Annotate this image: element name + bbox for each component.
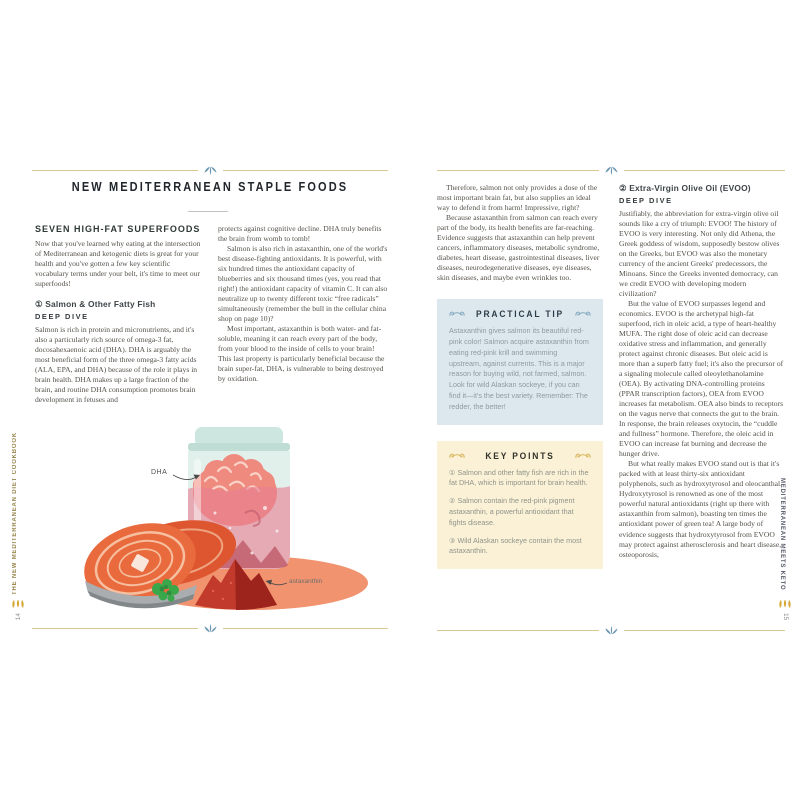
body-paragraph: But the value of EVOO surpasses legend and economics. EVOO is the archetypal high-fat superfood, rich in oleic acid, a type of heart-healthy MUFA. The right dose of oleic acid can decrease oxidative stress and inflammation, and generally protect against chronic diseases. But oleic acid is more than a superb fatty fuel; it's also the precursor of a signaling molecule called oleoylethanolamine (OEA). By activating DNA-controlling proteins (PPAR transcription factors), OEA from EVOO increases fat metabolism. OEA also binds to receptors on the vagus nerve that connects the gut to the brain. In response, the brain releases oxytocin, the “cuddle and fullness” hormone. Therefore, the oleic acid in EVOO can increase fat burning and decrease the hunger drive. <box>619 299 784 459</box>
body-paragraph: But what really makes EVOO stand out is that it's packed with at least thirty-six antioxidant polyphenols, such as hydroxytyrosol and oleocanthal. Hydroxytyrosol is renowned as one of the most powerful natural antioxidants (right up there with astaxanthin from salmon), boasting ten times the antioxidant power of green tea! A large body of evidence suggests that hydroxytyrosol from EVOO may protect against atherosclerosis and heart disease, osteoporosis, <box>619 459 783 559</box>
body-paragraph: Because astaxanthin from salmon can reach every part of the body, its health benefits are far-reaching. Evidence suggests that astaxanthin can help prevent cancers, inflammatory diseases, metabolic syndrome, diabetes, heart disease, gastrointestinal diseases, liver diseases, neurodegenerative diseases, eye diseases, skin diseases, and maybe even wrinkles too. <box>437 213 600 283</box>
page-title: NEW MEDITERRANEAN STAPLE FOODS <box>71 180 349 194</box>
dha-label: DHA <box>151 469 168 476</box>
key-point-item <box>449 496 591 528</box>
key-point-number: ③ <box>449 535 456 545</box>
rule-line <box>437 170 599 171</box>
key-points-title: KEY POINTS <box>485 450 555 461</box>
body-paragraph: protects against cognitive decline. DHA truly benefits the brain from womb to tomb! <box>218 224 382 244</box>
laurel-ornament-icon <box>778 599 792 609</box>
scroll-ornament-icon <box>449 452 465 460</box>
leaf-ornament-icon <box>605 626 618 635</box>
left-page-columns <box>35 224 388 405</box>
key-point-number: ② <box>449 496 456 506</box>
scroll-ornament-icon <box>575 452 591 460</box>
section-heading: SEVEN HIGH-FAT SUPERFOODS <box>35 224 201 234</box>
book-title-vertical: THE NEW MEDITERRANEAN DIET COOKBOOK <box>12 432 18 595</box>
key-points-title-row <box>449 451 591 461</box>
item-number: ① <box>35 299 43 310</box>
rule-line <box>223 170 389 171</box>
practical-tip-box <box>437 299 603 424</box>
key-point-item <box>449 536 591 558</box>
rule-line <box>32 628 198 629</box>
key-points-box <box>437 441 603 570</box>
body-paragraph: Salmon is also rich in astaxanthin, one of the world's best disease-fighting antioxidants. It is powerful, with six hundred times the antioxidant capacity of blueberries and six thousand times (yes, you read that right!) the antioxidant capacity of vitamin C. It can also neutralize up to twenty different toxic “free radicals” simultaneously (remember the bull in the cellular china shop on page 10)? <box>218 244 388 324</box>
right-page-columns <box>437 183 785 569</box>
leaf-ornament-icon <box>204 624 217 633</box>
leaf-ornament-icon <box>605 166 618 175</box>
scroll-ornament-icon <box>575 310 591 318</box>
deep-dive-label: DEEP DIVE <box>619 196 673 205</box>
key-point-text: Salmon and other fatty fish are rich in the fat DHA, which is important for brain health. <box>449 467 589 488</box>
right-page-bottom-rule <box>437 624 785 636</box>
scroll-ornament-icon <box>449 310 465 318</box>
item-heading-salmon <box>35 299 205 309</box>
rule-line <box>223 628 389 629</box>
practical-tip-title-row <box>449 309 591 319</box>
chapter-title-vertical: MEDITERRANEAN MEETS KETO <box>779 478 785 591</box>
astaxanthin-label: astaxanthin <box>289 578 323 585</box>
leaf-ornament-icon <box>204 166 217 175</box>
body-paragraph: Salmon is rich in protein and micronutrients, and it's also a particularly rich source of omega-3 fat, docosahexaenoic acid (DHA). DHA is arguably the most beneficial form of the three omega-3 fatty acids (ALA, EPA, and DHA) because of the role it plays in brain health. DHA makes up a large fraction of the brain, and routine DHA consumption promotes brain development in fetuses and <box>35 325 198 405</box>
practical-tip-body: Astaxanthin gives salmon its beautiful red-pink color! Salmon acquire astaxanthin from eating red-pink krill and swimming upstream, against currents. This is a major reason for buying wild, not farmed, salmon. Look for wild Alaskan sockeye, if you can find it—it's the best variety. Remember: The redder, the better! <box>449 326 589 411</box>
rule-line <box>437 630 599 631</box>
left-page-column-2 <box>218 224 388 405</box>
illustration-graphic <box>55 413 385 623</box>
intro-paragraph: Now that you've learned why eating at the intersection of Mediterranean and ketogenic diets is great for your health and you've gotten a few key scientific vocabulary terms under your belt, it's time to meet our superfoods! <box>35 239 201 289</box>
key-point-text: Wild Alaskan sockeye contain the most astaxanthin. <box>449 535 582 556</box>
rule-line <box>624 170 786 171</box>
right-page-top-rule <box>437 164 785 176</box>
key-point-text: Salmon contain the red-pink pigment astaxanthin, a powerful antioxidant that fights disease. <box>449 496 575 527</box>
item-number: ② <box>619 183 627 193</box>
left-page-bottom-rule <box>32 622 388 634</box>
body-paragraph: Justifiably, the abbreviation for extra-virgin olive oil sounds like a cry of triumph: EVOO! The history of EVOO is very interesting. Not only did Athena, the Greek goddess of wisdom, supposedly bestow olives on the Greeks, but EVOO was also the monetary currency of the ancient Greeks' predecessors, the Minoans. Since the Greeks invented democracy, can we credit EVOO with developing modern civilization? <box>619 209 780 299</box>
right-page-column-2 <box>619 183 785 569</box>
item-heading-label: Extra-Virgin Olive Oil (EVOO) <box>629 183 751 193</box>
left-page-top-rule <box>32 164 388 176</box>
rule-line <box>32 170 198 171</box>
item-heading-evoo <box>619 183 785 193</box>
laurel-ornament-icon <box>11 599 25 609</box>
right-page-column-1 <box>437 183 603 569</box>
rule-line <box>624 630 786 631</box>
body-paragraph: Most important, astaxanthin is both water- and fat-soluble, meaning it can reach every part of the body, from your blood to the inside of cells to your brain! This last property is particularly beneficial because the brain super-fat, DHA, is vulnerable to being destroyed by oxidation. <box>218 324 385 384</box>
item-heading-label: Salmon & Other Fatty Fish <box>45 299 156 310</box>
title-divider <box>188 211 228 212</box>
deep-dive-label: DEEP DIVE <box>35 312 89 322</box>
key-point-item <box>449 468 591 490</box>
page-number-left: 14 <box>15 613 22 621</box>
salmon-brain-jar-illustration <box>55 413 385 623</box>
left-page-column-1 <box>35 224 205 405</box>
key-point-number: ① <box>449 467 456 477</box>
body-paragraph: Therefore, salmon not only provides a dose of the most important brain fat, but also supplies an ideal way to defend it from harm! Impressive, right? <box>437 183 598 213</box>
practical-tip-title: PRACTICAL TIP <box>476 308 564 320</box>
page-number-right: 15 <box>782 613 789 621</box>
